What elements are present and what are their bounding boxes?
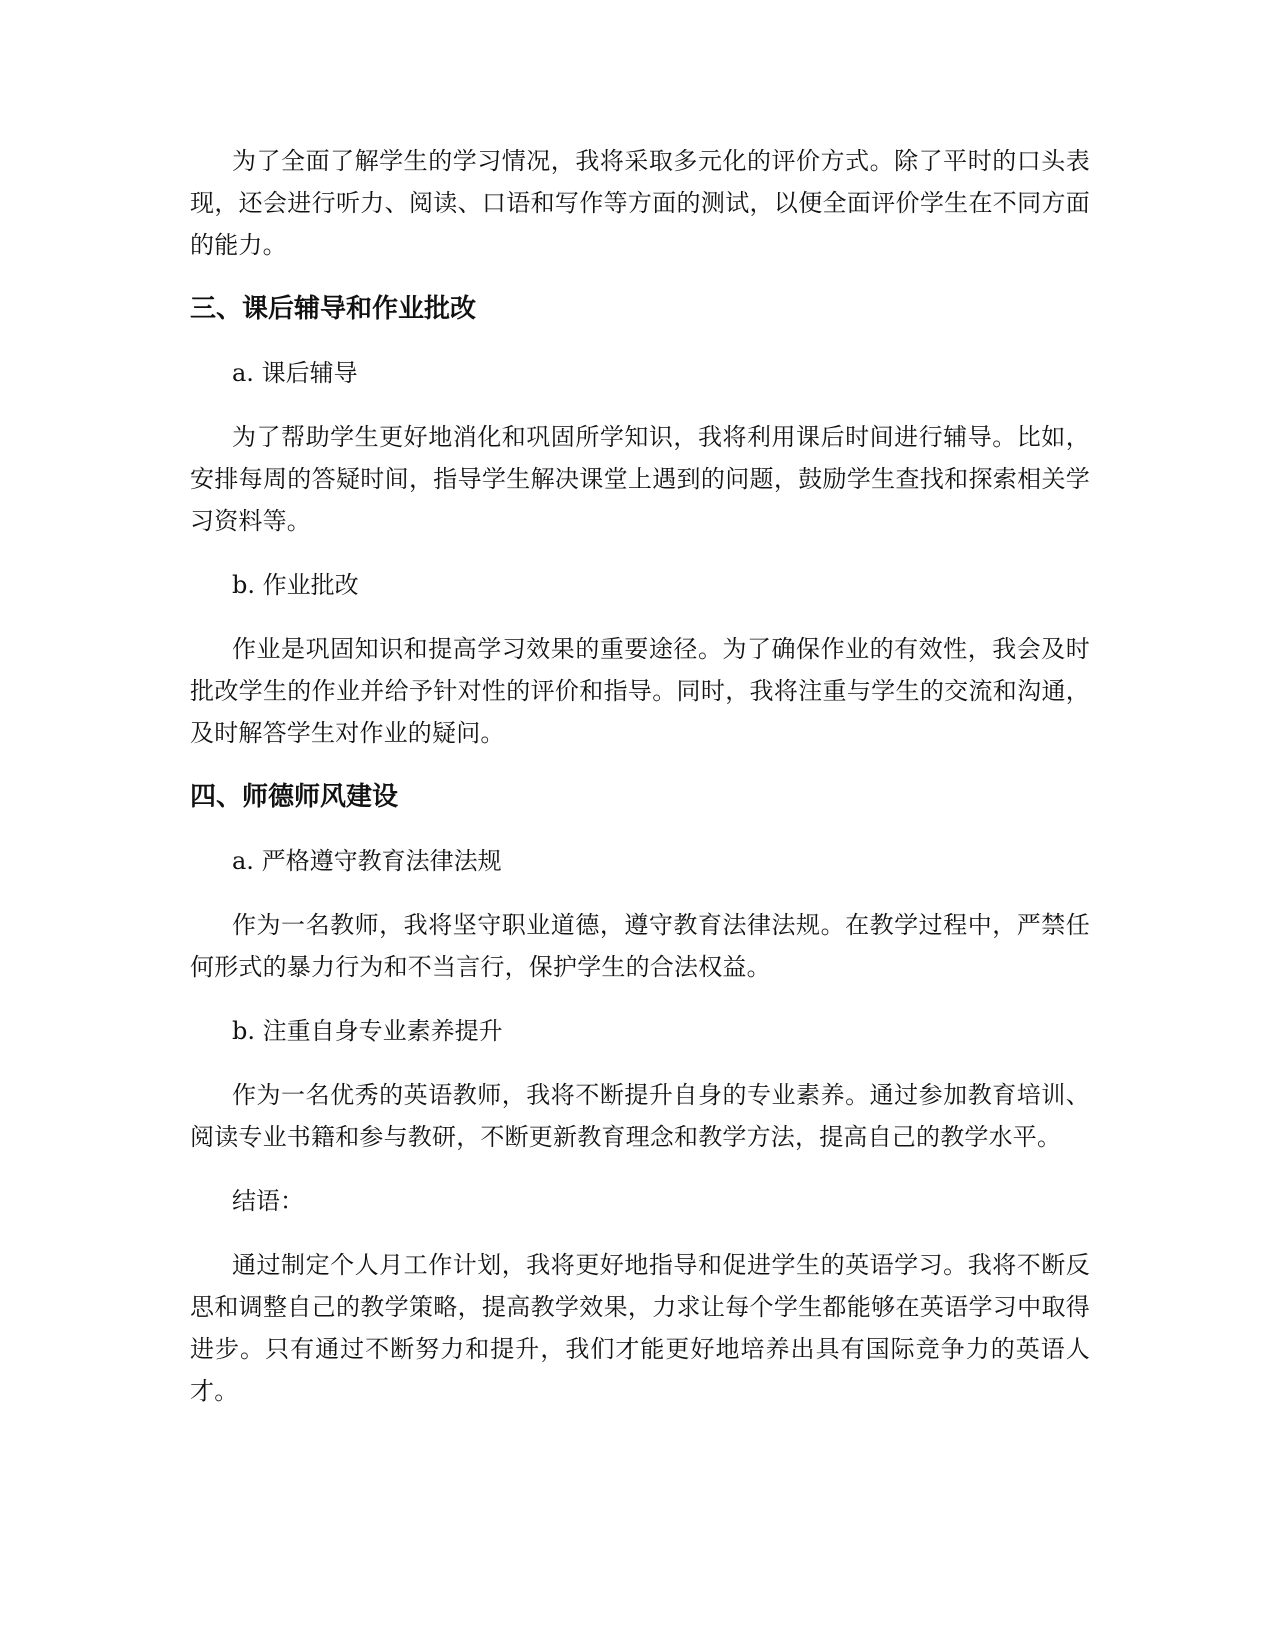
law-paragraph: 作为一名教师，我将坚守职业道德，遵守教育法律法规。在教学过程中，严禁任何形式的暴力行为和不当言行，保护学生的合法权益。: [190, 911, 1090, 981]
tutoring-paragraph: 为了帮助学生更好地消化和巩固所学知识，我将利用课后时间进行辅导。比如，安排每周的答疑时间，指导学生解决课堂上遇到的问题，鼓励学生查找和探索相关学习资料等。: [190, 423, 1090, 535]
subheading-law: a. 严格遵守教育法律法规: [232, 847, 502, 875]
homework-paragraph: 作业是巩固知识和提高学习效果的重要途径。为了确保作业的有效性，我会及时批改学生的作业并给予针对性的评价和指导。同时，我将注重与学生的交流和沟通，及时解答学生对作业的疑问。: [190, 635, 1090, 747]
document-page: [190, 140, 1090, 1434]
subheading-professional: b. 注重自身专业素养提升: [232, 1017, 503, 1045]
conclusion-paragraph: 通过制定个人月工作计划，我将更好地指导和促进学生的英语学习。我将不断反思和调整自己的教学策略，提高教学效果，力求让每个学生都能够在英语学习中取得进步。只有通过不断努力和提升，我们才能更好地培养出具有国际竞争力的英语人才。: [190, 1251, 1090, 1405]
section-heading-ethics: 四、师德师风建设: [190, 782, 399, 812]
section-heading-after-class: 三、课后辅导和作业批改: [190, 294, 477, 324]
subheading-tutoring: a. 课后辅导: [232, 359, 358, 387]
subheading-homework: b. 作业批改: [232, 571, 359, 599]
conclusion-label: 结语：: [232, 1187, 304, 1215]
professional-paragraph: 作为一名优秀的英语教师，我将不断提升自身的专业素养。通过参加教育培训、阅读专业书籍和参与教研，不断更新教育理念和教学方法，提高自己的教学水平。: [190, 1081, 1090, 1151]
evaluation-paragraph: 为了全面了解学生的学习情况，我将采取多元化的评价方式。除了平时的口头表现，还会进行听力、阅读、口语和写作等方面的测试，以便全面评价学生在不同方面的能力。: [190, 147, 1090, 259]
